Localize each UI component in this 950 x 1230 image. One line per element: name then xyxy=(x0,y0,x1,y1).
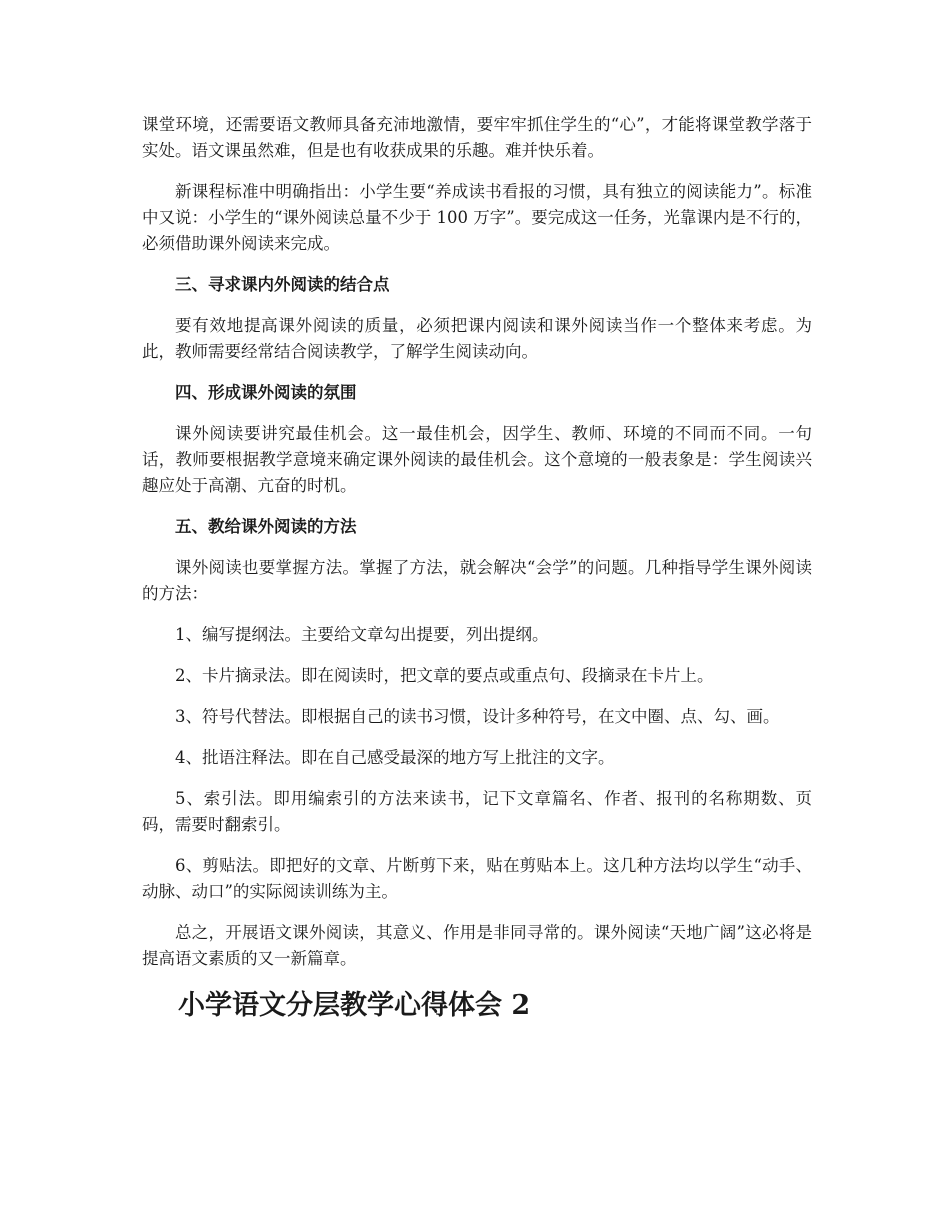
method-item-3: 3、符号代替法。即根据自己的读书习惯，设计多种符号，在文中圈、点、勾、画。 xyxy=(175,707,780,726)
paragraph-section-three: 要有效地提高课外阅读的质量，必须把课内阅读和课外阅读当作一个整体来考虑。为此，教师需要经常结合阅读教学，了解学生阅读动向。 xyxy=(142,316,812,361)
next-article-title: 小学语文分层教学心得体会 2 xyxy=(178,990,531,1021)
paragraph-section-four: 课外阅读要讲究最佳机会。这一最佳机会，因学生、教师、环境的不同而不同。一句话，教师要根据教学意境来确定课外阅读的最佳机会。这个意境的一般表象是：学生阅读兴趣应处于高潮、亢奋的时机。 xyxy=(142,424,812,495)
section-heading-five: 五、教给课外阅读的方法 xyxy=(175,517,357,536)
section-heading-four: 四、形成课外阅读的氛围 xyxy=(175,383,357,402)
paragraph-section-five: 课外阅读也要掌握方法。掌握了方法，就会解决“会学”的问题。几种指导学生课外阅读的方法： xyxy=(142,558,812,603)
paragraph-intro-continuation: 课堂环境，还需要语文教师具备充沛地激情，要牢牢抓住学生的“心”，才能将课堂教学落于实处。语文课虽然难，但是也有收获成果的乐趣。难并快乐着。 xyxy=(142,115,812,160)
document-page xyxy=(142,112,812,1025)
method-item-1: 1、编写提纲法。主要给文章勾出提要，列出提纲。 xyxy=(175,625,549,644)
method-item-2: 2、卡片摘录法。即在阅读时，把文章的要点或重点句、段摘录在卡片上。 xyxy=(175,666,714,685)
section-heading-three: 三、寻求课内外阅读的结合点 xyxy=(175,275,390,294)
paragraph-conclusion: 总之，开展语文课外阅读，其意义、作用是非同寻常的。课外阅读“天地广阔”这必将是提高语文素质的又一新篇章。 xyxy=(142,923,812,968)
method-item-6: 6、剪贴法。即把好的文章、片断剪下来，贴在剪贴本上。这几种方法均以学生“动手、动脉、动口”的实际阅读训练为主。 xyxy=(142,856,812,901)
method-item-4: 4、批语注释法。即在自己感受最深的地方写上批注的文字。 xyxy=(175,748,615,767)
paragraph-curriculum-standard: 新课程标准中明确指出：小学生要“养成读书看报的习惯，具有独立的阅读能力”。标准中又说：小学生的“课外阅读总量不少于 100 万字”。要完成这一任务，光靠课内是不行的，必须借助课外阅读来完成。 xyxy=(142,182,812,253)
method-item-5: 5、索引法。即用编索引的方法来读书，记下文章篇名、作者、报刊的名称期数、页码，需要时翻索引。 xyxy=(142,789,812,834)
